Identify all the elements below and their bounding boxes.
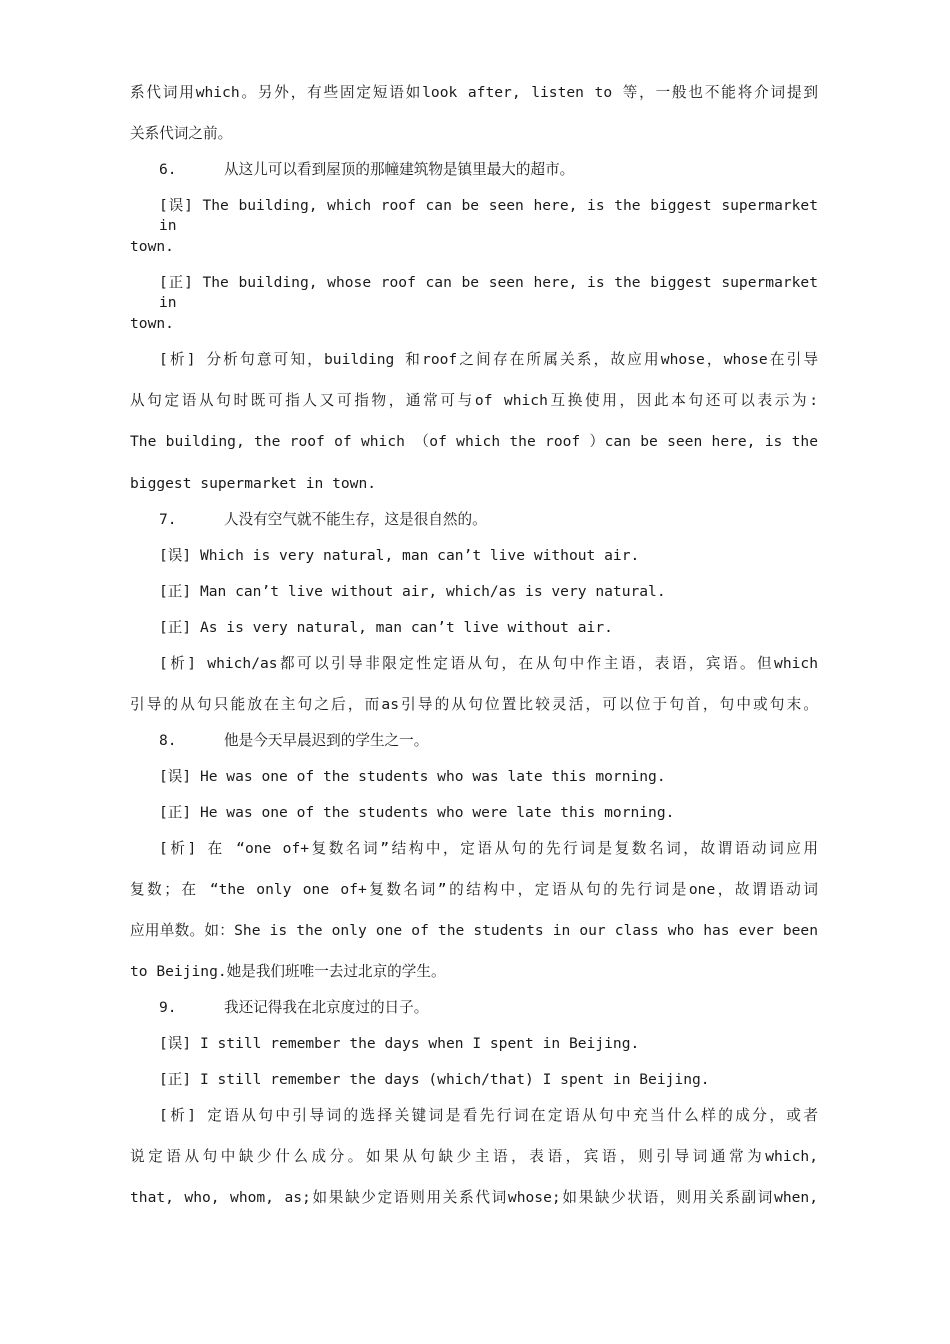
analysis-text: [析] which/as都可以引导非限定性定语从句，在从句中作主语，表语，宾语。但which (159, 655, 818, 672)
correct-sentence: [正] As is very natural, man can’t live without air. (159, 619, 613, 636)
analysis-text: [析] 在 “one of+复数名词”结构中，定语从句的先行词是复数名词，故谓语动词应用 (159, 840, 818, 857)
question-number: 9. (159, 999, 177, 1016)
correct-sentence: [正] I still remember the days (which/that) I spent in Beijing. (159, 1071, 710, 1088)
text-line: to Beijing.她是我们班唯一去过北京的学生。 (130, 963, 446, 980)
text-line: 引导的从句只能放在主句之后，而as引导的从句位置比较灵活，可以位于句首，句中或句末。 (130, 696, 818, 713)
text-line: 系代词用which。另外，有些固定短语如look after, listen to 等，一般也不能将介词提到 (130, 84, 818, 101)
question-text: 从这儿可以看到屋顶的那幢建筑物是镇里最大的超市。 (224, 161, 575, 178)
question-number: 8. (159, 732, 177, 749)
question-text: 我还记得我在北京度过的日子。 (224, 999, 429, 1016)
wrong-sentence: [误] The building, which roof can be seen here, is the biggest supermarket in (159, 197, 818, 234)
text-line: town. (130, 238, 174, 255)
text-line: town. (130, 315, 174, 332)
text-line: 关系代词之前。 (130, 125, 233, 142)
correct-sentence: [正] He was one of the students who were late this morning. (159, 804, 675, 821)
text-line: 应用单数。如：She is the only one of the students in our class who has ever been (130, 922, 818, 939)
text-line: that, who, whom, as;如果缺少定语则用关系代词whose;如果缺少状语，则用关系副词when, (130, 1189, 818, 1206)
wrong-sentence: [误] Which is very natural, man can’t live without air. (159, 547, 640, 564)
text-line: The building, the roof of which （of which the roof ）can be seen here, is the (130, 433, 818, 450)
question-text: 他是今天早晨迟到的学生之一。 (224, 732, 429, 749)
correct-sentence: [正] The building, whose roof can be seen here, is the biggest supermarket in (159, 274, 818, 311)
question-text: 人没有空气就不能生存，这是很自然的。 (224, 511, 487, 528)
text-line: 复数；在 “the only one of+复数名词”的结构中，定语从句的先行词是one，故谓语动词 (130, 881, 818, 898)
text-line: 从句定语从句时既可指人又可指物，通常可与of which互换使用，因此本句还可以表示为: (130, 392, 818, 409)
question-number: 6. (159, 161, 177, 178)
wrong-sentence: [误] He was one of the students who was late this morning. (159, 768, 666, 785)
text-line: biggest supermarket in town. (130, 475, 377, 492)
text-line: 说定语从句中缺少什么成分。如果从句缺少主语，表语，宾语，则引导词通常为which, (130, 1148, 818, 1165)
analysis-text: [析] 定语从句中引导词的选择关键词是看先行词在定语从句中充当什么样的成分，或者 (159, 1107, 818, 1124)
analysis-text: [析] 分析句意可知，building 和roof之间存在所属关系，故应用whose，whose在引导 (159, 351, 818, 368)
correct-sentence: [正] Man can’t live without air, which/as is very natural. (159, 583, 666, 600)
wrong-sentence: [误] I still remember the days when I spent in Beijing. (159, 1035, 640, 1052)
question-number: 7. (159, 511, 177, 528)
